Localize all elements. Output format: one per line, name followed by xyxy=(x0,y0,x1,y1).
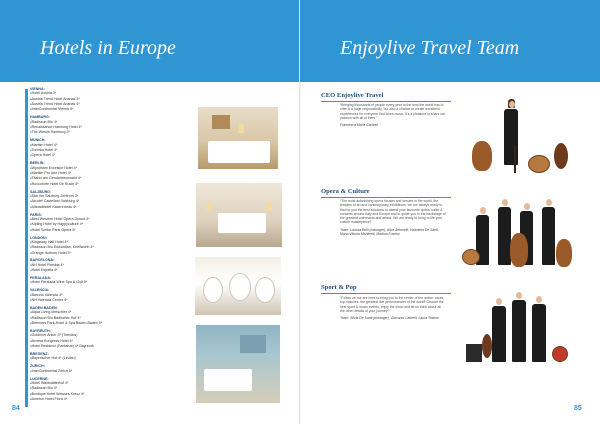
hotel-suite-photo xyxy=(196,325,280,403)
team-member xyxy=(542,207,555,265)
bed xyxy=(218,213,266,233)
hotel-item: ■ Torbräu Hotel 4* xyxy=(30,148,190,153)
hotel-item: ■ Radisson Blu 4* xyxy=(30,120,190,125)
drum-icon xyxy=(462,249,480,265)
hotel-item: ■ Boutique Hotel Weisses Kreuz 4* xyxy=(30,392,190,397)
wall-art xyxy=(212,115,230,129)
hotel-item: ■ InterContinental Zurich 5* xyxy=(30,369,190,374)
section-title-opera: Opera & Culture xyxy=(321,188,370,195)
hotel-list-accent-bar xyxy=(25,89,28,407)
section-rule xyxy=(321,101,451,102)
city-heading: BARCELONA: xyxy=(30,258,55,263)
bed xyxy=(204,369,252,391)
team-member xyxy=(532,304,546,362)
hotel-item: ■ Aqua Living Metschier 4* xyxy=(30,310,190,315)
guitar-icon xyxy=(554,143,568,169)
head xyxy=(509,101,515,108)
people-text: Team: Silvia De Santi (manager), Giovanni Cabrelli, Laura Testoni xyxy=(340,316,439,321)
hotel-item: ■ Hotel Residenz (Fantaisie) 4* Bayreuth xyxy=(30,344,190,349)
left-page-title: Hotels in Europe xyxy=(40,37,176,59)
head xyxy=(516,292,522,299)
hanging-chair xyxy=(229,273,251,301)
head xyxy=(546,199,552,206)
hotel-item: ■ Radisson Blu 4* xyxy=(30,386,190,391)
hotel-item: ■ Radisson Blu Badischer Hof 4* xyxy=(30,316,190,321)
hotel-lounge-photo xyxy=(195,257,281,315)
violin-icon xyxy=(556,239,572,267)
section-text-ceo xyxy=(340,103,446,130)
city-heading: BREGENZ: xyxy=(30,351,49,356)
people-text: Francesca Maria Carboni xyxy=(340,123,379,128)
violin-case-icon xyxy=(472,141,492,171)
hotel-item: ■ Ameron Hotel Flora 4* xyxy=(30,397,190,402)
microphone-stand xyxy=(514,145,516,173)
city-heading: BADEN BADEN: xyxy=(30,306,58,310)
hotel-item: ■ Altstadthotel Kasererbräu 4* xyxy=(30,205,190,210)
head xyxy=(480,207,486,214)
hanging-chair xyxy=(255,277,275,303)
ball-icon xyxy=(552,346,568,362)
city-heading: VIENNA: xyxy=(30,87,45,91)
amplifier-icon xyxy=(466,344,482,362)
section-title-sport: Sport & Pop xyxy=(321,284,357,291)
city-heading: SALZBURG: xyxy=(30,189,52,194)
city-heading: PARIS: xyxy=(30,212,42,217)
people-text: Team: Larissa Bolli (manager), Alice Antonelli, Valentina De Santi, Maria Vittoria Martinelli, Martina Fuseini xyxy=(340,227,439,237)
hotel-item: ■ Kingsway Hall Hotel 4* xyxy=(30,240,190,245)
hotel-item: ■ Austria Trend Hotel Ananas 4* xyxy=(30,97,190,102)
section-text-opera xyxy=(340,199,446,239)
right-page-number: 85 xyxy=(574,405,582,412)
lamp xyxy=(238,123,244,133)
hotel-item: ■ NH Hotel Rambla 4* xyxy=(30,263,190,268)
hotel-list xyxy=(30,87,190,402)
city-heading: LONDON: xyxy=(30,235,47,240)
city-heading: LUCERNE: xyxy=(30,376,49,381)
hotel-item: ■ Brenners Park-Hotel & Spa Baden-Baden 5* xyxy=(30,321,190,326)
section-rule xyxy=(321,293,451,294)
hotel-item: ■ Radisson Blu Edwardian, Kenilworth 4* xyxy=(30,245,190,250)
hotel-item: ■ Renaissance Hamburg Hotel 4* xyxy=(30,125,190,130)
quote-text: “Bringing thousands of people every year to the best the world has to offer is a huge responsibility, but also a chance to create wonderful experiences for everyone that loves music. It's a pleasure to share our passion with all of them.” xyxy=(340,103,446,120)
city-heading: ZURICH: xyxy=(30,364,45,369)
hotel-item: ■ Hotel España 4* xyxy=(30,268,190,273)
hotel-item: ■ Bayerischer Hof 4* (Lindau) xyxy=(30,356,190,361)
city-heading: BAYREUTH: xyxy=(30,328,51,333)
hotel-item: ■ Arvena Kongress Hotel 4* xyxy=(30,339,190,344)
hotel-item: ■ Hotel Waldstätterhof 4* xyxy=(30,381,190,386)
lamp xyxy=(206,201,212,211)
head xyxy=(496,298,502,305)
drum-icon xyxy=(528,155,550,173)
right-page-title: Enjoylive Travel Team xyxy=(340,37,520,59)
hotel-item: ■ NH Valencia Center 4* xyxy=(30,298,190,303)
city-heading: HAMBURG: xyxy=(30,115,50,120)
left-page-number: 84 xyxy=(12,405,20,412)
sport-team-photo xyxy=(452,286,582,370)
city-heading: PERALADA: xyxy=(30,276,52,281)
hotel-item: ■ Wyndham Excelsior Hotel 4* xyxy=(30,166,190,171)
hotel-item: ■ Arcotel Castellani Salzburg 4* xyxy=(30,199,190,204)
left-header-banner xyxy=(0,0,300,82)
hotel-item: ■ InterContinental Vienna 5* xyxy=(30,107,190,112)
quote-text: “The most astonishing opera houses and venues in the world, the temples of art and contemporary exhibitions: we are always ready to find for you the best solutions to attend your favourite opera, ballet & concerts around Italy and Europe and to guide you to the backstage of the greatest orchestras and artists. We are ready to bring to life your culture masterpiece!” xyxy=(340,199,446,225)
hotel-item: ■ Roccoforte Hotel De Rusie 4* xyxy=(30,182,190,187)
hotel-item: ■ Hotel Scribe Paris Opera 5* xyxy=(30,228,190,233)
hotel-item: ■ Austria Trend Hotel Ananas 4* xyxy=(30,102,190,107)
hotel-room-photo xyxy=(198,107,278,169)
hotel-bedroom-photo xyxy=(196,183,282,247)
ceo-photo xyxy=(458,91,578,183)
hanging-chair xyxy=(203,277,223,303)
hotel-item: ■ Maritim Pro Arte Hotel 4* xyxy=(30,171,190,176)
hotel-item: ■ Hotel Peralada Wine Spa & Golf 5* xyxy=(30,280,190,285)
hotel-item: ■ Best Western Hotel Opéra Drouot 4* xyxy=(30,217,190,222)
hotel-item: ■ The Westin Hamburg 5* xyxy=(30,130,190,135)
hotel-item: ■ Star Inn Salzburg Zentrum 3* xyxy=(30,194,190,199)
quote-text: “Follow us, we are here to bring you to the center of the action: races, top matches, the greatest live performances of the world! Choose the best sport & music events, enjoy the show and let us think about all the other details of your journey!” xyxy=(340,296,445,313)
hotel-item: ■ Barceló Valencia 4* xyxy=(30,293,190,298)
team-member xyxy=(492,306,506,362)
team-member xyxy=(512,300,526,362)
city-heading: BERLIN: xyxy=(30,161,45,166)
city-heading: VALENCIA: xyxy=(30,288,50,293)
hotel-item: ■ Hotel Austria 3* xyxy=(30,91,190,96)
section-text-sport xyxy=(340,296,446,323)
hotel-item: ■ Goldener Anker 3* (Trendus) xyxy=(30,333,190,338)
hotel-item: ■ Titanic am Gendarmenmarkt 4* xyxy=(30,176,190,181)
hotel-item: ■ Kipling Hotel by Happyculture 4* xyxy=(30,222,190,227)
opera-team-photo xyxy=(456,193,580,279)
window xyxy=(240,335,266,353)
cello-icon xyxy=(510,233,528,267)
hotel-item: ■ Maritim Hotel 4* xyxy=(30,143,190,148)
head xyxy=(536,296,542,303)
head xyxy=(524,203,530,210)
head xyxy=(502,199,508,206)
section-rule xyxy=(321,197,451,198)
team-member xyxy=(498,207,511,265)
bed xyxy=(208,141,270,163)
city-heading: MUNICH: xyxy=(30,138,46,143)
hotel-item: ■ Opera Hotel 4* xyxy=(30,153,190,158)
lamp xyxy=(266,201,272,211)
right-header-banner xyxy=(300,0,600,82)
hotel-item: ■ Grange Holborn Hotel 5* xyxy=(30,251,190,256)
guitar-icon xyxy=(482,334,492,358)
section-title-ceo: CEO Enjoylive Travel xyxy=(321,92,384,99)
